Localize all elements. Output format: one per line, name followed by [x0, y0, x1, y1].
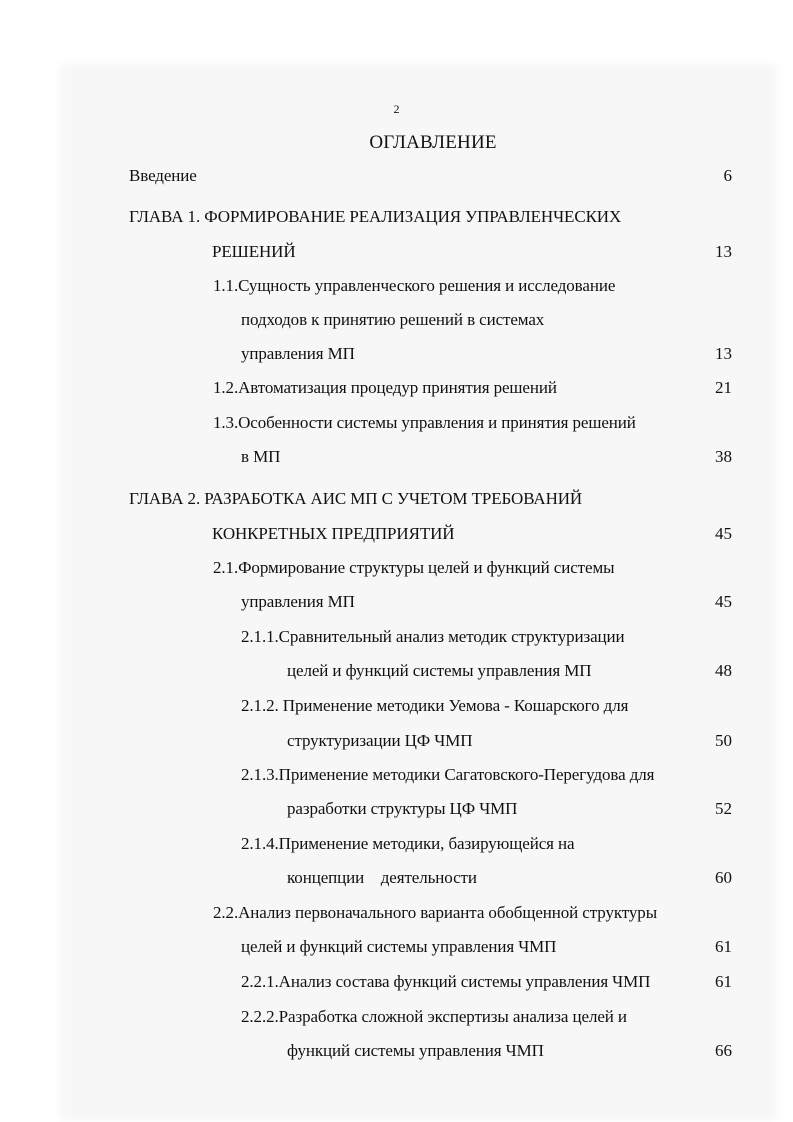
toc-page-2-1: 45: [715, 592, 732, 611]
toc-section-1-1-cont: подходов к принятию решений в системах: [241, 310, 545, 329]
toc-page-2-2-2: 66: [715, 1041, 732, 1060]
toc-section-2-2-2-cont: функций системы управления ЧМП: [287, 1041, 544, 1060]
toc-page-2-1-3: 52: [715, 799, 732, 818]
toc-section-2-2-1: 2.2.1.Анализ состава функций системы управления ЧМП: [241, 972, 651, 991]
toc-page-2-1-4: 60: [715, 868, 732, 887]
toc-section-2-1: 2.1.Формирование структуры целей и функций системы: [213, 558, 615, 577]
toc-section-2-1-1-cont: целей и функций системы управления МП: [287, 661, 592, 680]
toc-section-2-2-cont: целей и функций системы управления ЧМП: [241, 937, 557, 956]
toc-chapter-1-title: ГЛАВА 1. ФОРМИРОВАНИЕ РЕАЛИЗАЦИЯ УПРАВЛЕНЧЕСКИХ: [129, 207, 622, 226]
toc-chapter-2-title-cont: КОНКРЕТНЫХ ПРЕДПРИЯТИЙ: [212, 524, 455, 543]
toc-section-2-1-cont: управления МП: [241, 592, 355, 611]
toc-title: ОГЛАВЛЕНИЕ: [369, 132, 497, 153]
toc-section-1-3: 1.3.Особенности системы управления и принятия решений: [213, 413, 636, 432]
toc-section-2-1-4-cont: концепции деятельности: [287, 868, 477, 887]
toc-page-2-2-1: 61: [715, 972, 732, 991]
toc-section-2-1-2: 2.1.2. Применение методики Уемова - Кошарского для: [241, 696, 629, 715]
toc-page-intro: 6: [723, 166, 732, 185]
toc-section-2-1-1: 2.1.1.Сравнительный анализ методик структуризации: [241, 627, 625, 646]
toc-section-1-1: 1.1.Сущность управленческого решения и исследование: [213, 276, 616, 295]
toc-section-2-1-3: 2.1.3.Применение методики Сагатовского-Перегудова для: [241, 765, 655, 784]
toc-chapter-1-title-cont: РЕШЕНИЙ: [212, 242, 296, 261]
toc-page-1-3: 38: [715, 447, 732, 466]
toc-page-chapter-1: 13: [715, 242, 732, 261]
toc-section-1-1-cont2: управления МП: [241, 344, 355, 363]
toc-section-1-3-cont: в МП: [241, 447, 281, 466]
toc-page-2-2: 61: [715, 937, 732, 956]
toc-section-2-2: 2.2.Анализ первоначального варианта обобщенной структуры: [213, 903, 658, 922]
toc-section-1-2: 1.2.Автоматизация процедур принятия решений: [213, 378, 557, 397]
toc-section-2-2-2: 2.2.2.Разработка сложной экспертизы анализа целей и: [241, 1007, 627, 1026]
page-number: 2: [393, 102, 400, 116]
toc-section-2-1-2-cont: структуризации ЦФ ЧМП: [287, 731, 473, 750]
toc-page-1-1: 13: [715, 344, 732, 363]
toc-section-2-1-3-cont: разработки структуры ЦФ ЧМП: [287, 799, 518, 818]
toc-page-2-1-2: 50: [715, 731, 732, 750]
toc-entry-intro: Введение: [129, 166, 197, 185]
toc-chapter-2-title: ГЛАВА 2. РАЗРАБОТКА АИС МП С УЧЕТОМ ТРЕБОВАНИЙ: [129, 489, 583, 508]
toc-page-chapter-2: 45: [715, 524, 732, 543]
toc-section-2-1-4: 2.1.4.Применение методики, базирующейся на: [241, 834, 575, 853]
toc-page-2-1-1: 48: [715, 661, 732, 680]
toc-page-1-2: 21: [715, 378, 732, 397]
